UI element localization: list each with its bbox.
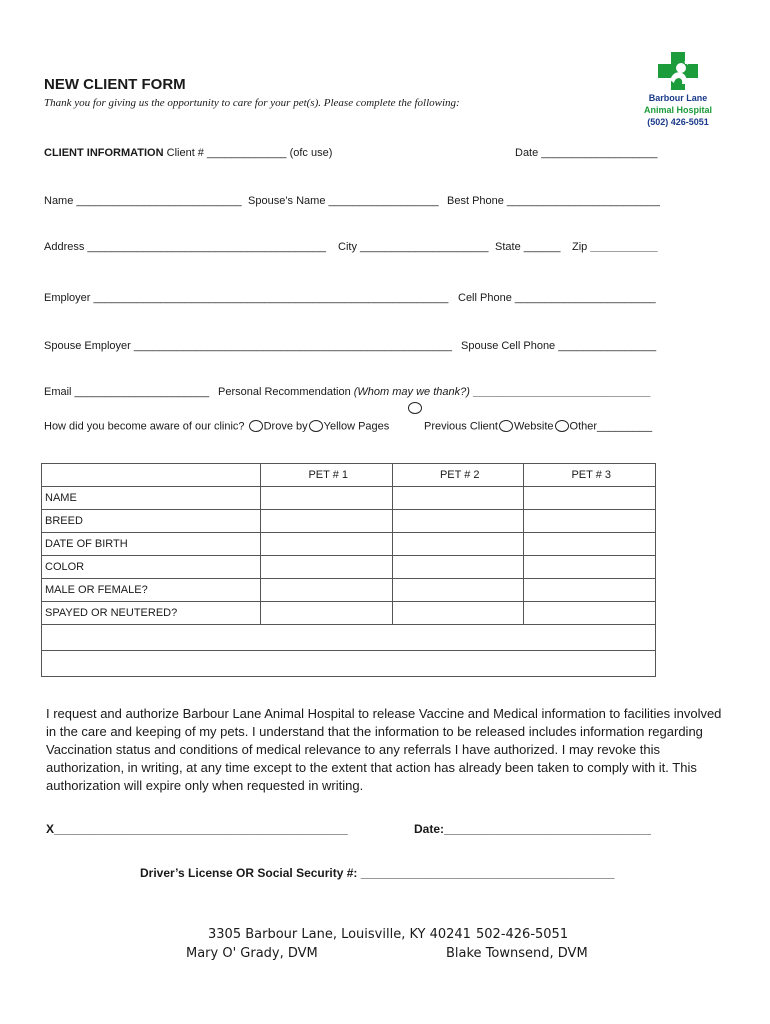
table-header-blank bbox=[42, 464, 261, 487]
row-label: MALE OR FEMALE? bbox=[42, 579, 261, 602]
client-number-field[interactable]: Client # _____________ (ofc use) bbox=[166, 147, 333, 159]
pet-cell[interactable] bbox=[261, 510, 393, 533]
table-blank-row bbox=[42, 625, 656, 651]
header-pet-2: PET # 2 bbox=[392, 464, 524, 487]
stray-radio[interactable] bbox=[408, 402, 422, 414]
option-drove-by: Drove by bbox=[263, 420, 308, 433]
logo-name-line2: Animal Hospital bbox=[643, 105, 712, 115]
row-label: BREED bbox=[42, 510, 261, 533]
spouse-cell-field[interactable]: Spouse Cell Phone ________________ bbox=[461, 340, 657, 352]
pet-cell[interactable] bbox=[392, 556, 524, 579]
form-subtitle: Thank you for giving us the opportunity to care for your pet(s). Please complete the following: bbox=[44, 97, 460, 109]
hospital-logo bbox=[638, 50, 718, 128]
awareness-row-2 bbox=[424, 420, 652, 433]
pet-cell[interactable] bbox=[524, 602, 656, 625]
pet-cell[interactable] bbox=[261, 579, 393, 602]
footer-address: 3305 Barbour Lane, Louisville, KY 40241 bbox=[208, 927, 471, 942]
table-blank-row bbox=[42, 651, 656, 677]
pet-cell[interactable] bbox=[524, 556, 656, 579]
employer-field[interactable]: Employer __________________________________________________________ bbox=[44, 292, 449, 304]
table-row bbox=[42, 533, 656, 556]
recommendation-label: Personal Recommendation bbox=[218, 386, 351, 398]
logo-phone: (502) 426-5051 bbox=[647, 117, 709, 127]
row-label: NAME bbox=[42, 487, 261, 510]
cell-phone-field[interactable]: Cell Phone _______________________ bbox=[458, 292, 656, 304]
email-field[interactable]: Email ______________________ bbox=[44, 386, 210, 398]
recommendation-line: _____________________________ bbox=[472, 386, 651, 398]
option-website: Website bbox=[513, 420, 554, 433]
state-field[interactable]: State ______ bbox=[495, 241, 561, 253]
header-pet-1: PET # 1 bbox=[261, 464, 393, 487]
pet-cell[interactable] bbox=[261, 602, 393, 625]
footer-doctor-1: Mary O' Grady, DVM bbox=[186, 946, 318, 961]
awareness-question: How did you become aware of our clinic? bbox=[44, 420, 245, 433]
form-title: NEW CLIENT FORM bbox=[44, 76, 186, 93]
recommendation-field[interactable] bbox=[218, 386, 650, 398]
pet-table bbox=[41, 463, 656, 677]
pet-cell[interactable] bbox=[524, 579, 656, 602]
table-row bbox=[42, 510, 656, 533]
yellow-pages-radio[interactable] bbox=[309, 420, 323, 432]
table-row bbox=[42, 487, 656, 510]
pet-cell[interactable] bbox=[524, 510, 656, 533]
footer-phone: 502-426-5051 bbox=[476, 927, 569, 942]
row-label: DATE OF BIRTH bbox=[42, 533, 261, 556]
name-field[interactable]: Name ___________________________ bbox=[44, 195, 242, 207]
row-label: SPAYED OR NEUTERED? bbox=[42, 602, 261, 625]
pet-cell[interactable] bbox=[261, 487, 393, 510]
table-row bbox=[42, 579, 656, 602]
spouse-employer-field[interactable]: Spouse Employer ____________________________________________________ bbox=[44, 340, 452, 352]
table-row bbox=[42, 602, 656, 625]
pet-cell[interactable] bbox=[392, 533, 524, 556]
drove-by-radio[interactable] bbox=[249, 420, 263, 432]
header-pet-3: PET # 3 bbox=[524, 464, 656, 487]
recommendation-hint: (Whom may we thank?) bbox=[353, 386, 470, 398]
option-previous-client: Previous Client bbox=[424, 420, 498, 433]
pet-cell[interactable] bbox=[392, 602, 524, 625]
blank-cell[interactable] bbox=[42, 625, 656, 651]
pet-cell[interactable] bbox=[392, 579, 524, 602]
option-yellow-pages: Yellow Pages bbox=[323, 420, 390, 433]
row-label: COLOR bbox=[42, 556, 261, 579]
signature-date-line[interactable]: Date:_______________________________ bbox=[414, 822, 651, 836]
pet-cell[interactable] bbox=[261, 533, 393, 556]
signature-line[interactable]: X____________________________________________ bbox=[46, 822, 348, 836]
zip-label: Zip bbox=[572, 241, 588, 253]
authorization-text: I request and authorize Barbour Lane Animal Hospital to release Vaccine and Medical information to facilities involved in the care and keeping of my pets. I understand that the information to be released includes information regarding Vaccination status and conditions of medical relevance to any referrals I have authorized. I may revoke this authorization, in writing, at any time except to the extent that action has already been taken to comply with it. This authorization will expire only when requested in writing. bbox=[46, 706, 722, 793]
table-header-row bbox=[42, 464, 656, 487]
awareness-row bbox=[44, 420, 389, 433]
pet-cell[interactable] bbox=[524, 487, 656, 510]
address-field[interactable]: Address _______________________________________ bbox=[44, 241, 326, 253]
spouse-name-field[interactable]: Spouse’s Name __________________ bbox=[248, 195, 439, 207]
pet-cell[interactable] bbox=[392, 510, 524, 533]
previous-client-radio[interactable] bbox=[499, 420, 513, 432]
best-phone-field[interactable]: Best Phone _________________________ bbox=[447, 195, 660, 207]
zip-field[interactable] bbox=[572, 241, 658, 253]
option-other: Other_________ bbox=[569, 420, 653, 433]
license-field[interactable]: Driver’s License OR Social Security #: ______________________________________ bbox=[140, 866, 615, 880]
city-field[interactable]: City _____________________ bbox=[338, 241, 489, 253]
date-field[interactable]: Date ___________________ bbox=[515, 147, 658, 159]
zip-line: ___________ bbox=[590, 241, 658, 253]
pet-cell[interactable] bbox=[261, 556, 393, 579]
client-info-row bbox=[44, 147, 332, 159]
cross-pet-icon bbox=[656, 50, 700, 92]
blank-cell[interactable] bbox=[42, 651, 656, 677]
footer-doctor-2: Blake Townsend, DVM bbox=[446, 946, 588, 961]
pet-cell[interactable] bbox=[524, 533, 656, 556]
client-info-label: CLIENT INFORMATION bbox=[44, 147, 164, 159]
table-row bbox=[42, 556, 656, 579]
pet-cell[interactable] bbox=[392, 487, 524, 510]
website-radio[interactable] bbox=[555, 420, 569, 432]
logo-name-line1: Barbour Lane bbox=[648, 93, 708, 103]
